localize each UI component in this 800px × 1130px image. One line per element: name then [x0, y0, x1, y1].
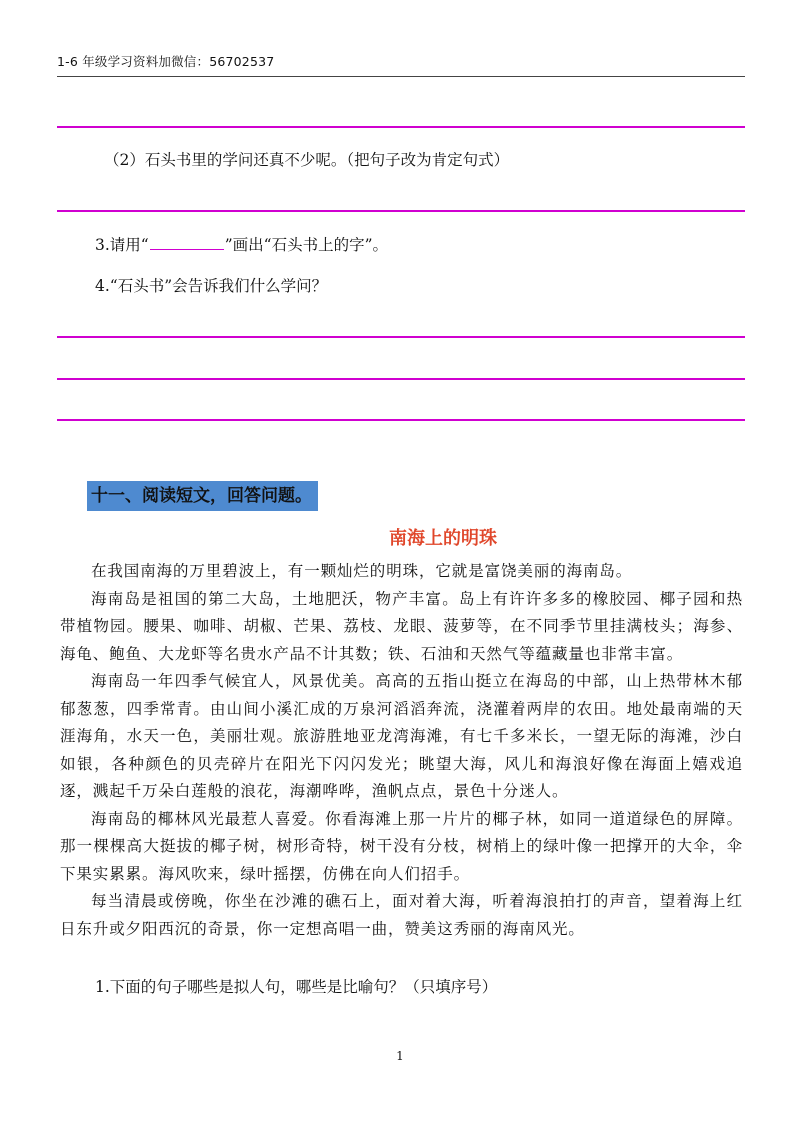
- question-3-text-start: 3.请用“: [95, 236, 149, 254]
- passage-body: [60, 558, 743, 943]
- answer-line[interactable]: [57, 126, 745, 128]
- underline-sample-blank: [150, 235, 224, 250]
- answer-line[interactable]: [57, 336, 745, 338]
- question-3: [95, 235, 388, 255]
- page-number: 1: [396, 1049, 404, 1063]
- page-header: 1-6 年级学习资料加微信：56702537: [57, 54, 275, 69]
- answer-line[interactable]: [57, 210, 745, 212]
- question-4: 4.“石头书”会告诉我们什么学问？: [95, 277, 328, 295]
- passage-paragraph: 海南岛的椰林风光最惹人喜爱。你看海滩上那一片片的椰子林，如同一道道绿色的屏障。那一棵棵高大挺拔的椰子树，树形奇特，树干没有分枝，树梢上的绿叶像一把撑开的大伞，伞下果实累累。海风吹来，绿叶摇摆，仿佛在向人们招手。: [60, 809, 743, 883]
- answer-line[interactable]: [57, 419, 745, 421]
- question-2-2: （2）石头书里的学问还真不少呢。（把句子改为肯定句式）: [104, 151, 510, 169]
- question-3-text-end: ”画出“石头书上的字”。: [224, 236, 388, 254]
- passage-title: 南海上的明珠: [389, 528, 497, 549]
- header-divider: [57, 76, 745, 77]
- reading-question-1: 1.下面的句子哪些是拟人句，哪些是比喻句？（只填序号）: [95, 978, 498, 996]
- answer-line[interactable]: [57, 378, 745, 380]
- passage-paragraph: 海南岛是祖国的第二大岛，土地肥沃，物产丰富。岛上有许许多多的橡胶园、椰子园和热带植物园。腰果、咖啡、胡椒、芒果、荔枝、龙眼、菠萝等，在不同季节里挂满枝头；海参、海龟、鲍鱼、大龙虾等名贵水产品不计其数；铁、石油和天然气等蕴藏量也非常丰富。: [60, 589, 743, 663]
- passage-paragraph: 海南岛一年四季气候宜人，风景优美。高高的五指山挺立在海岛的中部，山上热带林木郁郁葱葱，四季常青。由山间小溪汇成的万泉河滔滔奔流，浇灌着两岸的农田。地处最南端的天涯海角，水天一色，美丽壮观。旅游胜地亚龙湾海滩，有七千多米长，一望无际的海滩，沙白如银，各种颜色的贝壳碎片在阳光下闪闪发光；眺望大海，风儿和海浪好像在海面上嬉戏追逐，溅起千万朵白莲般的浪花，海潮哗哗，渔帆点点，景色十分迷人。: [60, 672, 743, 800]
- passage-paragraph: 在我国南海的万里碧波上，有一颗灿烂的明珠，它就是富饶美丽的海南岛。: [91, 562, 633, 580]
- passage-paragraph: 每当清晨或傍晚，你坐在沙滩的礁石上，面对着大海，听着海浪拍打的声音，望着海上红日东升或夕阳西沉的奇景，你一定想高唱一曲，赞美这秀丽的海南风光。: [60, 892, 743, 938]
- section-title: 十一、阅读短文，回答问题。: [87, 481, 318, 511]
